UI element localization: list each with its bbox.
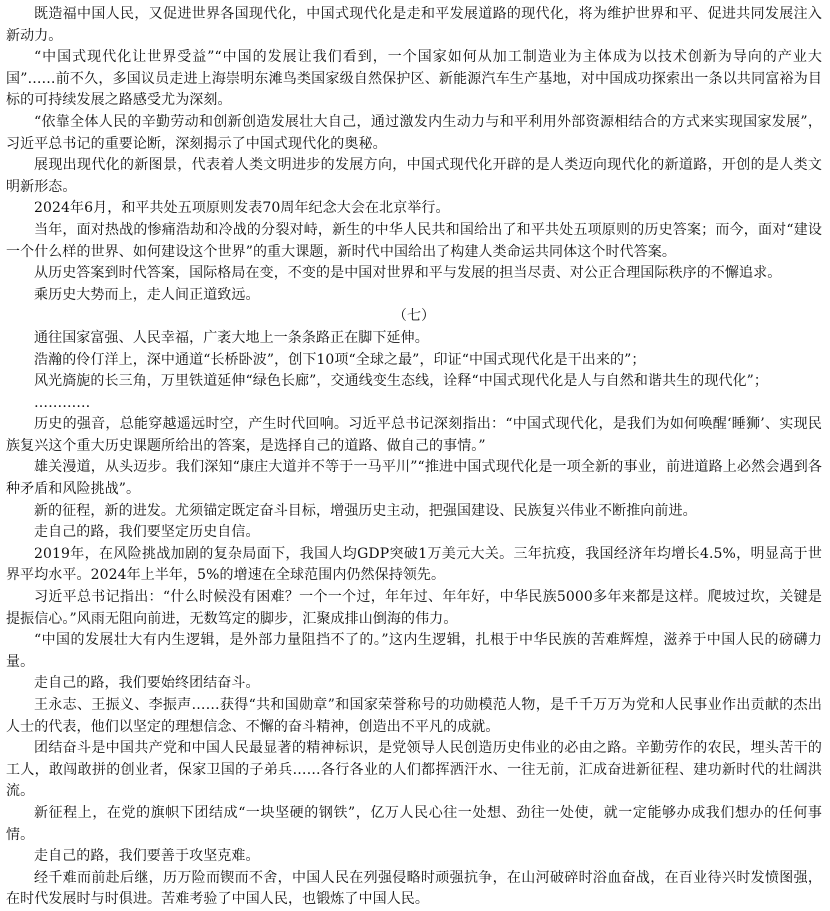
paragraph: 走自己的路，我们要善于攻坚克难。 bbox=[34, 848, 260, 865]
paragraph: 浩瀚的伶仃洋上，深中通道“长桥卧波”，创下10项“全球之最”，印证“中国式现代化是干出来的”； bbox=[34, 351, 646, 368]
paragraph: 展现出现代化的新图景，代表着人类文明进步的发展方向，中国式现代化开辟的是人类迈向现代化的新道路，开创的是人类文明新形态。 bbox=[6, 157, 822, 195]
section-heading: （七） bbox=[392, 308, 436, 325]
paragraph: 新征程上，在党的旗帜下团结成“一块坚硬的钢铁”，亿万人民心往一处想、劲往一处使，就一定能够办成我们想办的任何事情。 bbox=[6, 804, 822, 843]
paragraph: “中国的发展壮大有内生逻辑，是外部力量阻挡不了的。”这内生逻辑，扎根于中华民族的苦难辉煌，滋养于中国人民的磅礴力量。 bbox=[6, 632, 822, 670]
paragraph: 既造福中国人民，又促进世界各国现代化，中国式现代化是走和平发展道路的现代化，将为维护世界和平、促进共同发展注入新动力。 bbox=[6, 6, 822, 44]
paragraph: 王永志、王振义、李振声……获得“共和国勋章”和国家荣誉称号的功勋模范人物，是千千万万为党和人民事业作出贡献的杰出人士的代表，他们以坚定的理想信念、不懈的奋斗精神，创造出不平凡的成就。 bbox=[6, 697, 822, 735]
paragraph: 从历史答案到时代答案，国际格局在变，不变的是中国对世界和平与发展的担当尽责、对公正合理国际秩序的不懈追求。 bbox=[34, 265, 782, 282]
paragraph: 习近平总书记指出：“什么时候没有困难？一个一个过，年年过、年年好，中华民族5000多年来都是这样。爬坡过坎，关键是提振信心。”风雨无阻向前进，无数笃定的脚步，汇聚成排山倒海的伟力。 bbox=[6, 589, 822, 627]
paragraph: 历史的强音，总能穿越遥远时空，产生时代回响。习近平总书记深刻指出：“中国式现代化，是我们为如何唤醒‘睡狮’、实现民族复兴这个重大历史课题所给出的答案，是选择自己的道路、做自己的事情。” bbox=[6, 416, 822, 454]
paragraph: 团结奋斗是中国共产党和中国人民最显著的精神标识，是党领导人民创造历史伟业的必由之路。辛勤劳作的农民，埋头苦干的工人，敢闯敢拼的创业者，保家卫国的子弟兵……各行各业的人们都挥洒汗水、一往无前，汇成奋进新征程、建功新时代的壮阔洪流。 bbox=[6, 740, 822, 800]
paragraph: 风光旖旎的长三角，万里铁道延伸“绿色长廊”，交通线变生态线，诠释“中国式现代化是人与自然和谐共生的现代化”； bbox=[34, 373, 769, 390]
paragraph: 2024年6月，和平共处五项原则发表70周年纪念大会在北京举行。 bbox=[34, 200, 450, 217]
paragraph: 通往国家富强、人民幸福，广袤大地上一条条路正在脚下延伸。 bbox=[34, 329, 429, 346]
paragraph: 新的征程，新的进发。尤须锚定既定奋斗目标，增强历史主动，把强国建设、民族复兴伟业不断推向前进。 bbox=[34, 502, 697, 519]
paragraph: “中国式现代化让世界受益”“中国的发展让我们看到，一个国家如何从加工制造业为主体成为以技术创新为导向的产业大国”……前不久，多国议员走进上海崇明东滩鸟类国家级自然保护区、新能源汽车生产基地，对中国成功探索出一条以共同富裕为目标的可持续发展之路感受尤为深刻。 bbox=[6, 49, 822, 109]
paragraph: 经千难而前赴后继，历万险而锲而不舍，中国人民在列强侵略时顽强抗争，在山河破碎时浴血奋战，在百业待兴时发愤图强，在时代发展时与时俱进。苦难考验了中国人民，也锻炼了中国人民。 bbox=[6, 869, 822, 908]
ellipsis: ………… bbox=[34, 394, 91, 411]
paragraph: 走自己的路，我们要始终团结奋斗。 bbox=[34, 675, 260, 692]
paragraph: 2019年，在风险挑战加剧的复杂局面下，我国人均GDP突破1万美元大关。三年抗疫，我国经济年均增长4.5%，明显高于世界平均水平。2024年上半年，5%的增速在全球范围内仍然保持领先。 bbox=[6, 545, 822, 584]
paragraph: 乘历史大势而上，走人间正道致远。 bbox=[34, 286, 260, 303]
paragraph: 走自己的路，我们要坚定历史自信。 bbox=[34, 524, 260, 541]
paragraph: “依靠全体人民的辛勤劳动和创新创造发展壮大自己，通过激发内生动力与和平利用外部资源相结合的方式来实现国家发展”，习近平总书记的重要论断，深刻揭示了中国式现代化的奥秘。 bbox=[6, 113, 822, 152]
paragraph: 雄关漫道，从头迈步。我们深知“康庄大道并不等于一马平川”“推进中国式现代化是一项全新的事业，前进道路上必然会遇到各种矛盾和风险挑战”。 bbox=[6, 459, 822, 498]
paragraph: 当年，面对热战的惨痛浩劫和冷战的分裂对峙，新生的中华人民共和国给出了和平共处五项原则的历史答案；而今，面对“建设一个什么样的世界、如何建设这个世界”的重大课题，新时代中国给出了构建人类命运共同体这个时代答案。 bbox=[6, 221, 822, 260]
